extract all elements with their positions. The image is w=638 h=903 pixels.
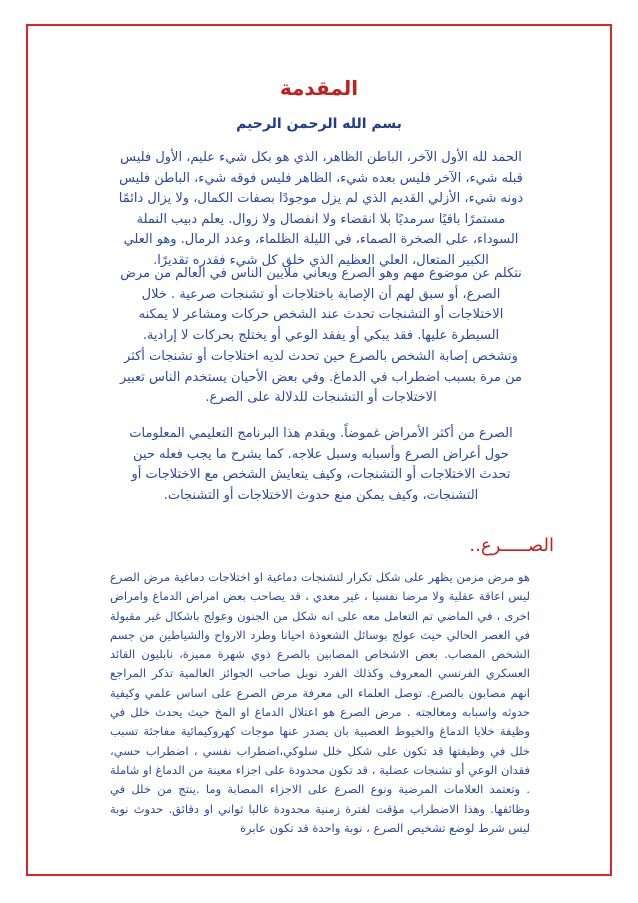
intro-paragraph-4: الصرع من أكثر الأمراض غموضاً. ويقدم هذا البرنامج التعليمي المعلومات حول أعراض الصرع وأسبابه وسبل علاجه. كما يشرح ما يجب فعله حين تحدث الاختلاجات أو التشنجات، وكيف يتعايش الشخص مع الاختلاجات أو التشنجات، وكيف يمكن منع حدوث الاختلاجات أو التشنجات. bbox=[129, 426, 513, 503]
intro-paragraph-1: الحمد لله الأول الآخر، الباطن الظاهر، الذي هو بكل شيء عليم، الأول فليس قبله شيء، الآخر فليس بعده شيء، الظاهر فليس فوقه شيء، الباطن فليس دونه شيء، الأزلي القديم الذي لم يزل موجودًا بصفات الكمال، ولا يزال دائمًا مستمرًا باقيًا سرمديًا بلا انقضاء ولا انفصال ولا زوال. يعلم دبيب النملة السوداء، على الصخرة الصماء، في الليلة الظلماء، وعدد الرمال. وهو العلي الكبير المتعال، العلي العظيم الذي خلق كل شيء فقدره تقديرًا. bbox=[118, 150, 524, 268]
intro-paragraph-2: نتكلم عن موضوع مهم وهو الصرع ويعاني ملايين الناس في العالم من مرض الصرع، أو سبق لهم أن الإصابة باختلاجات أو تشنجات صرعية . خلال الاختلاجات أو التشنجات تحدث عند الشخص حركات ومشاعر لا يمكنه السيطرة عليها. فقد يبكي أو يفقد الوعي أو يختلج بحركات لا إرادية. bbox=[120, 266, 522, 343]
basmala: بسم الله الرحمن الرحيم bbox=[236, 116, 402, 132]
intro-paragraph-3: وتشخص إصابة الشخص بالصرع حين تحدث لديه اختلاجات أو تشنجات أكثر من مرة بسبب اضطراب في الدماغ. وفي بعض الأحيان يستخدم الناس تعبير الاختلاجات أو التشنجات للدلالة على الصرع. bbox=[119, 349, 523, 405]
section-body-text: هو مرض مزمن يظهر على شكل تكرار لتشنجات دماغية او اختلاجات دماغية مرض الصرع ليس اعاقة عقلية ولا مرضا نفسيا ، غير معدي ، قد يصاحب بعض امراض الدماغ وامراض اخرى ، في الماضي تم التعامل معه على انه شكل من الجنون وعولج باشكال غير مقبولة في العصر الحالي حيث عولج بوسائل الشعوذة احيانا وطرد الارواح والشياطين من جسم الشخص المصاب. بعض الاشخاص المصابين بالصرع ذوي شهرة مميزة، نابليون القائد العسكري الفرنسي المعروف وكذلك الفرد نوبل صاحب الجوائز العالمية تذكر المراجع انهم مصابون بالصرع. توصل العلماء الى معرفة مرض الصرع على اساس علمي وكيفية حدوثه واسبابه ومعالجته . مرض الصرع هو اعتلال الدماغ او المخ حيث يحدث خلل في وظيفة خلايا الدماغ والخيوط العصبية بان يصدر عنها موجات كهروكيمائية مفاجئة تسبب خلل في وظيفتها قد تكون على شكل خلل سلوكي،اضطراب نفسي ، اضطراب حسي، فقدان الوعي أو تشنجات عضلية ، قد تكون محدودة على اجزاء معينة من الدماغ او شاملة . وتعتمد العلامات المرضية ونوع الصرع على الاجزاء المصابة وما .ينتج من خلل في وظائفها. وهذا الاضطراب مؤقت لفترة زمنية محدودة غالبا ثواني او دقائق. حدوث نوبة ليس شرط لوضع تشخيص الصرع ، نوبة واحدة قد تكون عابرة bbox=[110, 570, 530, 835]
page-title: المقدمة bbox=[279, 76, 359, 100]
section-body bbox=[110, 568, 530, 838]
section-heading: الصـــــرع.. bbox=[469, 535, 554, 556]
